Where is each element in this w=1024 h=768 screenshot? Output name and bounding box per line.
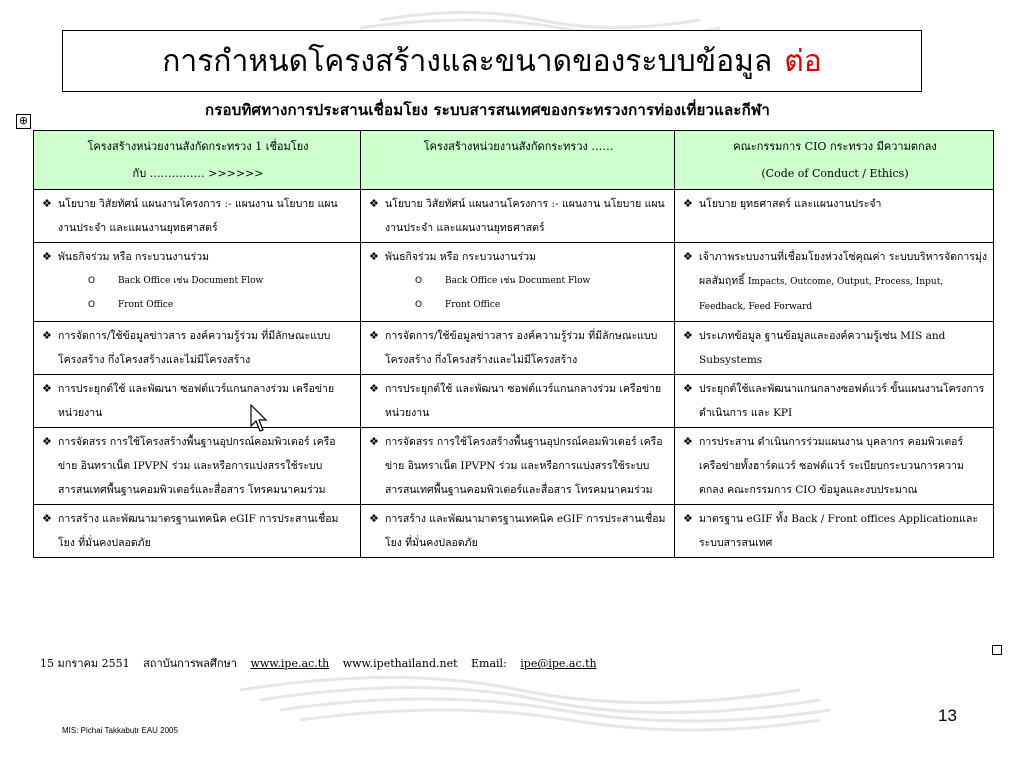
diamond-bullet-icon: ❖ <box>683 197 693 210</box>
table-cell <box>361 375 675 428</box>
diamond-bullet-icon: ❖ <box>42 197 52 210</box>
table-cell <box>361 428 675 505</box>
circle-bullet-icon: O <box>415 276 423 286</box>
table-cell <box>361 505 675 558</box>
table-row <box>34 243 994 322</box>
cell-text: การจัดการ/ใช้ข้อมูลข่าวสาร องค์ความรู้ร่วม ที่มีลักษณะแบบโครงสร้าง กึ่งโครงสร้างและไม่มีโครงสร้าง <box>58 330 331 366</box>
cell-text: มาตรฐาน eGIF ทั้ง Back / Front offices Applicationและ ระบบสารสนเทศ <box>699 513 978 549</box>
cell-text: การประสาน ดำเนินการร่วมแผนงาน บุคลากร คอมพิวเตอร์ เครือข่ายทั้งฮาร์ดแวร์ ซอฟต์แวร์ ระเบียบกระบวนการความตกลง คณะกรรมการ CIO ข้อมูลและงบประมาณ <box>699 436 964 496</box>
diamond-bullet-icon: ❖ <box>683 435 693 448</box>
footer-line <box>40 654 607 672</box>
circle-bullet-icon: O <box>88 300 96 310</box>
footer-date: 15 มกราคม 2551 <box>40 657 130 670</box>
table-cell <box>361 243 675 322</box>
diamond-bullet-icon: ❖ <box>42 512 52 525</box>
table-row <box>34 505 994 558</box>
diamond-bullet-icon: ❖ <box>369 382 379 395</box>
header-cell-3 <box>675 131 994 190</box>
footer-org: สถาบันการพลศึกษา <box>143 657 237 670</box>
cell-text: นโยบาย ยุทธศาสตร์ และแผนงานประจำ <box>699 198 882 210</box>
cell-text: การจัดสรร การใช้โครงสร้างพื้นฐานอุปกรณ์คอมพิวเตอร์ เครือข่าย อินทราเน็ต IPVPN ร่วม และหรือการแบ่งสรรใช้ระบบสารสนเทศพื้นฐานคอมพิวเตอร์และสื่อสาร โทรคมนาคมร่วม <box>385 436 663 496</box>
table-resize-handle[interactable] <box>992 645 1002 655</box>
circle-bullet-icon: O <box>415 300 423 310</box>
mouse-pointer-icon <box>250 404 270 434</box>
slide-credit: MIS: Pichai Takkabutr EAU 2005 <box>62 726 178 735</box>
header-1-line1: โครงสร้างหน่วยงานสังกัดกระทรวง 1 เชื่อมโยง <box>87 140 309 153</box>
cell-text: นโยบาย วิสัยทัศน์ แผนงานโครงการ :- แผนงาน นโยบาย แผนงานประจำ และแผนงานยุทธศาสตร์ <box>58 198 338 234</box>
cell-subitem: Back Office เช่น Document Flow <box>118 276 264 286</box>
diamond-bullet-icon: ❖ <box>42 435 52 448</box>
framework-table <box>33 130 994 558</box>
diamond-bullet-icon: ❖ <box>42 382 52 395</box>
cell-text: การจัดสรร การใช้โครงสร้างพื้นฐานอุปกรณ์คอมพิวเตอร์ เครือข่าย อินทราเน็ต IPVPN ร่วม และหรือการแบ่งสรรใช้ระบบสารสนเทศพื้นฐานคอมพิวเตอร์และสื่อสาร โทรคมนาคมร่วม <box>58 436 336 496</box>
table-cell <box>675 243 994 322</box>
header-2-line1: โครงสร้างหน่วยงานสังกัดกระทรวง …… <box>423 140 614 153</box>
cell-text: ประยุกต์ใช้และพัฒนาแกนกลางซอฟต์แวร์ ขั้นแผนงานโครงการ ดำเนินการ และ KPI <box>699 383 985 419</box>
diamond-bullet-icon: ❖ <box>683 512 693 525</box>
cell-text: การประยุกต์ใช้ และพัฒนา ซอฟต์แวร์แกนกลางร่วม เครือข่ายหน่วยงาน <box>385 383 662 419</box>
table-row <box>34 190 994 243</box>
diamond-bullet-icon: ❖ <box>369 197 379 210</box>
table-cell <box>675 428 994 505</box>
header-3-line2: (Code of Conduct / Ethics) <box>761 167 909 180</box>
table-cell <box>675 190 994 243</box>
page-number: 13 <box>938 706 957 725</box>
diamond-bullet-icon: ❖ <box>42 250 52 263</box>
cell-text: นโยบาย วิสัยทัศน์ แผนงานโครงการ :- แผนงาน นโยบาย แผนงานประจำ และแผนงานยุทธศาสตร์ <box>385 198 665 234</box>
diamond-bullet-icon: ❖ <box>683 329 693 342</box>
table-cell <box>361 190 675 243</box>
diamond-bullet-icon: ❖ <box>369 250 379 263</box>
table-cell <box>34 375 361 428</box>
cell-text: การประยุกต์ใช้ และพัฒนา ซอฟต์แวร์แกนกลางร่วม เครือข่ายหน่วยงาน <box>58 383 335 419</box>
cell-text-english: Impacts, Outcome, Output, Process, Input, Feedback, Feed Forward <box>699 277 944 312</box>
cell-subitem: Front Office <box>118 300 174 310</box>
slide-title: การกำหนดโครงสร้างและขนาดของระบบข้อมูล <box>162 43 773 79</box>
cell-subitem: Back Office เช่น Document Flow <box>445 276 591 286</box>
header-3-line1: คณะกรรมการ CIO กระทรวง มีความตกลง <box>733 140 937 153</box>
table-move-handle-icon[interactable]: ⊕ <box>16 114 31 129</box>
diamond-bullet-icon: ❖ <box>683 250 693 263</box>
diamond-bullet-icon: ❖ <box>369 512 379 525</box>
diamond-bullet-icon: ❖ <box>369 329 379 342</box>
table-cell <box>675 375 994 428</box>
circle-bullet-icon: O <box>88 276 96 286</box>
cell-text: การจัดการ/ใช้ข้อมูลข่าวสาร องค์ความรู้ร่วม ที่มีลักษณะแบบโครงสร้าง กึ่งโครงสร้างและไม่มีโครงสร้าง <box>385 330 658 366</box>
table-row <box>34 375 994 428</box>
diamond-bullet-icon: ❖ <box>42 329 52 342</box>
table-cell <box>34 243 361 322</box>
cell-text: พันธกิจร่วม หรือ กระบวนงานร่วม <box>58 251 210 263</box>
table-cell <box>675 505 994 558</box>
footer-url-2[interactable]: www.ipethailand.net <box>342 657 458 670</box>
table-cell <box>675 322 994 375</box>
table-heading: กรอบทิศทางการประสานเชื่อมโยง ระบบสารสนเทศของกระทรวงการท่องเที่ยวและกีฬา <box>205 101 771 119</box>
footer-url-1[interactable]: www.ipe.ac.th <box>250 657 330 670</box>
header-cell-1 <box>34 131 361 190</box>
table-row <box>34 428 994 505</box>
table-cell <box>34 428 361 505</box>
diamond-bullet-icon: ❖ <box>683 382 693 395</box>
table-cell <box>361 322 675 375</box>
cell-text: การสร้าง และพัฒนามาตรฐานเทคนิค eGIF การประสานเชื่อมโยง ที่มั่นคงปลอดภัย <box>385 513 666 549</box>
table-cell <box>34 322 361 375</box>
cell-text: เจ้าภาพระบบงานที่เชื่อมโยงห่วงโซ่คุณค่า ระบบบริหารจัดการมุ่งผลสัมฤทธิ์ <box>699 251 987 287</box>
cell-text: พันธกิจร่วม หรือ กระบวนงานร่วม <box>385 251 537 263</box>
cell-text: ประเภทข้อมูล ฐานข้อมูลและองค์ความรู้เช่น MIS and Subsystems <box>699 330 946 366</box>
cell-subitem: Front Office <box>445 300 501 310</box>
table-cell <box>34 505 361 558</box>
cell-text: การสร้าง และพัฒนามาตรฐานเทคนิค eGIF การประสานเชื่อมโยง ที่มั่นคงปลอดภัย <box>58 513 339 549</box>
table-row <box>34 322 994 375</box>
header-cell-2 <box>361 131 675 190</box>
slide-title-box <box>62 30 922 92</box>
footer-email[interactable]: ipe@ipe.ac.th <box>520 657 597 670</box>
header-1-line2: กับ …………… >>>>>> <box>132 167 264 180</box>
slide-title-accent: ต่อ <box>784 43 822 79</box>
footer-email-label: Email: <box>471 657 507 670</box>
table-header-row <box>34 131 994 190</box>
table-cell <box>34 190 361 243</box>
diamond-bullet-icon: ❖ <box>369 435 379 448</box>
